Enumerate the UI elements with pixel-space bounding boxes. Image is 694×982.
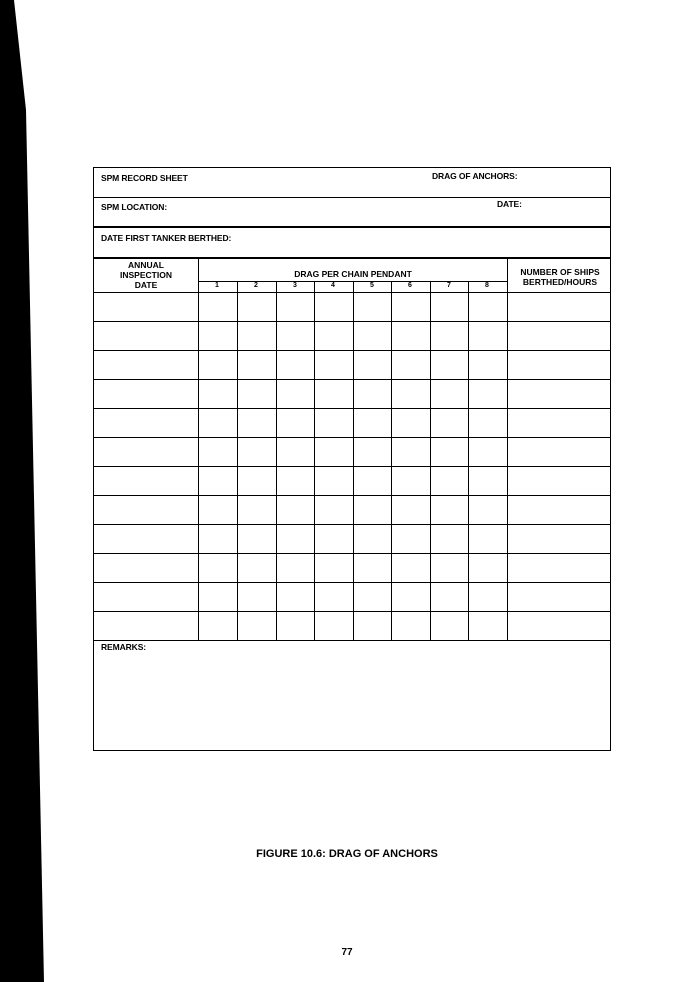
table-row-line [94,495,610,496]
table-row-line [94,611,610,612]
drag-of-anchors-form [93,167,611,751]
divider-2 [94,226,610,228]
header-bottom-line [94,292,610,293]
inspection-header-line3: DATE [134,280,158,290]
inspection-date-header [96,260,196,290]
pendant-number-2: 2 [254,282,258,289]
table-row-line [94,379,610,380]
drag-per-chain-header: DRAG PER CHAIN PENDANT [294,269,412,279]
record-sheet-label: SPM RECORD SHEET [101,173,188,183]
table-row-line [94,640,610,641]
drag-of-anchors-label: DRAG OF ANCHORS: [432,171,518,181]
pendant-number-7: 7 [447,282,451,289]
table-row-line [94,321,610,322]
divider-1 [94,197,610,198]
ships-berthed-header [508,267,612,287]
grid-col-line [276,281,277,640]
grid-col-line [353,281,354,640]
pendant-number-8: 8 [485,282,489,289]
table-row-line [94,437,610,438]
ships-header-line2: BERTHED/HOURS [522,277,598,287]
remarks-label: REMARKS: [101,642,147,652]
grid-col-line [314,281,315,640]
pendant-number-4: 4 [331,282,335,289]
table-row-line [94,524,610,525]
divider-3 [94,257,610,259]
grid-col-line [391,281,392,640]
pendant-number-1: 1 [215,282,219,289]
inspection-header-line1: ANNUAL [128,260,164,270]
figure-caption: FIGURE 10.6: DRAG OF ANCHORS [256,848,438,860]
table-row-line [94,466,610,467]
first-tanker-label: DATE FIRST TANKER BERTHED: [101,233,232,243]
grid-col-line [468,281,469,640]
table-row-line [94,553,610,554]
date-label: DATE: [497,199,522,209]
pendant-number-3: 3 [293,282,297,289]
pendant-number-5: 5 [370,282,374,289]
table-row-line [94,350,610,351]
page-number: 77 [341,947,353,958]
table-row-line [94,408,610,409]
grid-col-line [430,281,431,640]
spm-location-label: SPM LOCATION: [101,202,168,212]
pendant-number-6: 6 [408,282,412,289]
inspection-header-line2: INSPECTION [120,270,172,280]
grid-col-line [237,281,238,640]
table-row-line [94,582,610,583]
ships-header-line1: NUMBER OF SHIPS [520,267,600,277]
